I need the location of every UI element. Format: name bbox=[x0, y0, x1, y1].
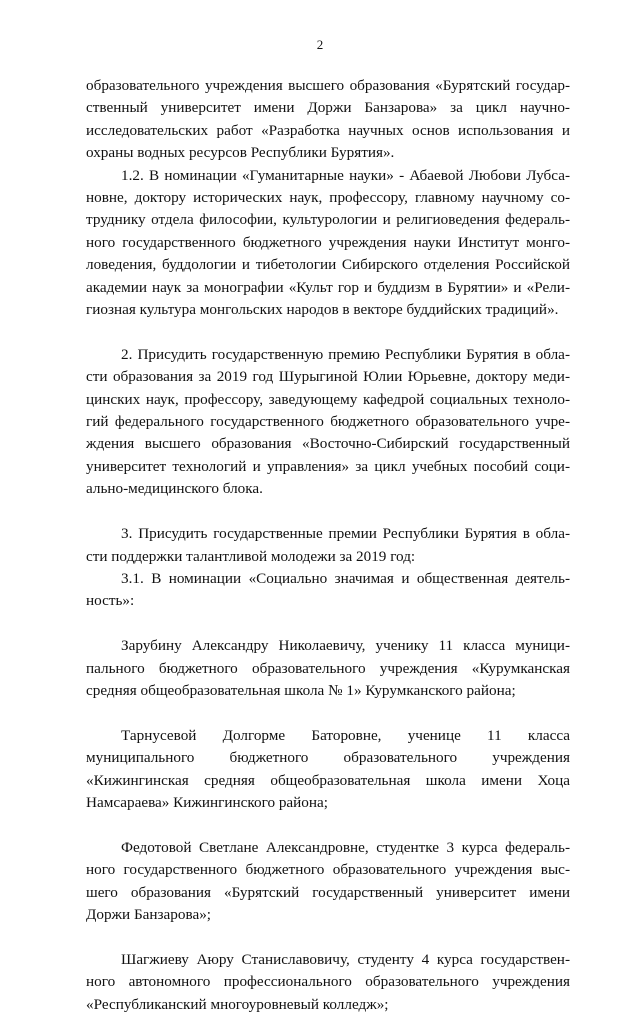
paragraph-laureate-fedotova: Федотовой Светлане Александровне, студентке 3 курса федерального государственного бюджетного образовательного учреждения высшего образования «Бурятский государственный университет имени Доржи Банзарова»; bbox=[86, 838, 570, 923]
paragraph-university-continuation: образовательного учреждения высшего образования «Бурятский государственный университет имени Доржи Банзарова» за цикл научно-исследовательских работ «Разработка научных основ использования и охраны водных ресурсов Республики Бурятия». bbox=[86, 77, 570, 162]
paragraph-laureate-zarubin: Зарубину Александру Николаевичу, ученику 11 класса муниципального бюджетного образовательного учреждения «Курумканская средняя общеобразовательная школа № 1» Курумканского района; bbox=[86, 637, 570, 699]
paragraph-laureate-shagzhiev: Шагжиеву Аюру Станиславовичу, студенту 4 курса государственного автономного профессионального образовательного учреждения «Республиканский многоуровневый колледж»; bbox=[86, 950, 570, 1013]
document-body bbox=[86, 75, 570, 1016]
page-number: 2 bbox=[316, 37, 324, 52]
paragraph-laureate-tarnuseva: Тарнусевой Долгорме Баторовне, ученице 11 класса муниципального бюджетного образовательного учреждения «Кижингинская средняя общеобразовательная школа имени Хоца Намсараева» Кижингинского района; bbox=[86, 726, 570, 811]
paragraph-social-nomination: 3.1. В номинации «Социально значимая и общественная деятельность»: bbox=[86, 569, 570, 610]
paragraph-youth-prizes: 3. Присудить государственные премии Республики Бурятия в области поддержки талантливой молодежи за 2019 год: bbox=[86, 525, 570, 565]
paragraph-education-prize: 2. Присудить государственную премию Республики Бурятия в области образования за 2019 год Шурыгиной Юлии Юрьевне, доктору медицинских наук, профессору, заведующему кафедрой социальных технологий федерального государственного бюджетного образовательного учреждения высшего образования «Восточно-Сибирский государственный университет технологий и управления» за цикл учебных пособий социально-медицинского блока. bbox=[86, 345, 570, 498]
paragraph-humanities-nomination: 1.2. В номинации «Гуманитарные науки» - Абаевой Любови Лубсановне, доктору исторических наук, профессору, главному научному сотруднику отдела философии, культурологии и религиоведения федерального государственного бюджетного учреждения науки Институт монголоведения, буддологии и тибетологии Сибирского отделения Российской академии наук за монографии «Культ гор и буддизм в Бурятии» и «Религиозная культура монгольских народов в векторе буддийских традиций». bbox=[86, 166, 570, 319]
